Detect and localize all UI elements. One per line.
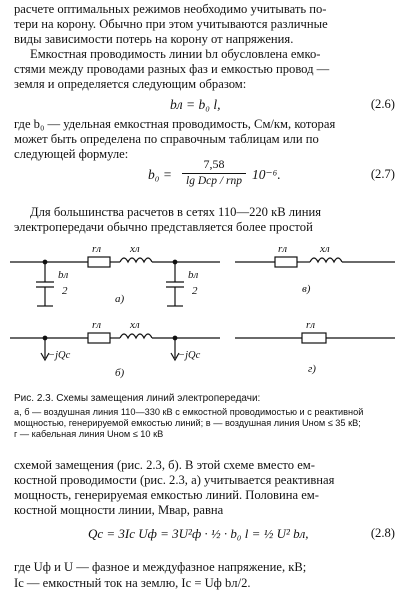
text-line: Емкостная проводимость линии bл обусловлена емко- (30, 47, 321, 61)
text-line: схемой замещения (рис. 2.3, б). В этой схеме вместо ем- (14, 458, 315, 472)
label-x: xл (130, 243, 140, 255)
text-line: следующей формуле: (14, 147, 129, 161)
label-r: rл (92, 319, 102, 331)
label-g: г) (308, 363, 316, 375)
text-line: стями между проводами разных фаз и емкостью провод — (14, 62, 330, 76)
text-line: где b₀ — удельная емкостная проводимость, См/км, которая (14, 117, 336, 131)
text-line: электропередачи обычно представляется более простой (14, 220, 313, 234)
label-b-scheme: б) (115, 367, 125, 379)
text-line: расчете оптимальных режимов необходимо учитывать по- (14, 2, 327, 16)
equation-2-7-factor: 10⁻⁶. (252, 167, 281, 182)
label-r: rл (306, 319, 316, 331)
equation-number: (2.7) (370, 167, 395, 181)
equation-number: (2.8) (370, 526, 395, 540)
circuit-diagram (10, 240, 400, 380)
label-two: 2 (192, 285, 198, 297)
text-line: костной мощности линии, Мвар, равна (14, 503, 224, 517)
text-line: тери на корону. Обычно при этом учитываются различные (14, 17, 328, 31)
text-line: может быть определена по справочным таблицам или по (14, 132, 319, 146)
caption-line: мощностью, генерируемой емкостью линий; в — воздушная линия Uном ≤ 35 кВ; (14, 418, 361, 428)
label-b: bл (188, 269, 199, 281)
label-two: 2 (62, 285, 68, 297)
label-v: в) (302, 283, 311, 295)
text-line: земля и определяется следующим образом: (14, 77, 247, 91)
text-line: Для большинства расчетов в сетях 110—220 кВ линия (30, 205, 322, 219)
scheme-v (235, 257, 395, 267)
label-jq: −jQc (48, 350, 71, 361)
text-line: костной проводимости (рис. 2.3, а) учитывается реактивная (14, 473, 335, 487)
equation-number: (2.6) (370, 97, 395, 111)
equation-2-8: Qc = 3Ic Uф = 3U²ф · ½ · b₀ l = ½ U² bл, (88, 526, 309, 541)
fraction-bar (182, 173, 246, 174)
caption-line: г — кабельная линия Uном ≤ 10 кВ (14, 429, 164, 439)
equation-2-7-lhs: b₀ = (148, 167, 172, 182)
equation-2-7-denominator: lg Dср / rпр (186, 175, 242, 187)
equation-2-6: bл = b₀ l, (170, 97, 221, 112)
label-x: xл (320, 243, 330, 255)
scheme-g (235, 333, 395, 343)
label-jq: −jQc (178, 350, 201, 361)
text-line: где Uф и U — фазное и междуфазное напряжение, кВ; (14, 560, 307, 574)
text-line: мощность, генерируемая емкостью линий. Половина ем- (14, 488, 319, 502)
label-r: rл (278, 243, 288, 255)
text-line: Ic — емкостный ток на землю, Ic = Uф bл/2. (14, 576, 251, 590)
figure-caption: Рис. 2.3. Схемы замещения линий электропередачи: (14, 393, 261, 404)
label-b: bл (58, 269, 69, 281)
caption-line: а, б — воздушная линия 110—330 кВ с емкостной проводимостью и с реактивной (14, 407, 364, 417)
label-x: xл (130, 319, 140, 331)
equation-2-7-numerator: 7,58 (203, 157, 225, 171)
label-r: rл (92, 243, 102, 255)
inductor (120, 258, 152, 262)
text-line: виды зависимости потерь на корону от напряжения. (14, 32, 294, 46)
resistor (88, 257, 110, 267)
label-a: а) (115, 293, 125, 305)
